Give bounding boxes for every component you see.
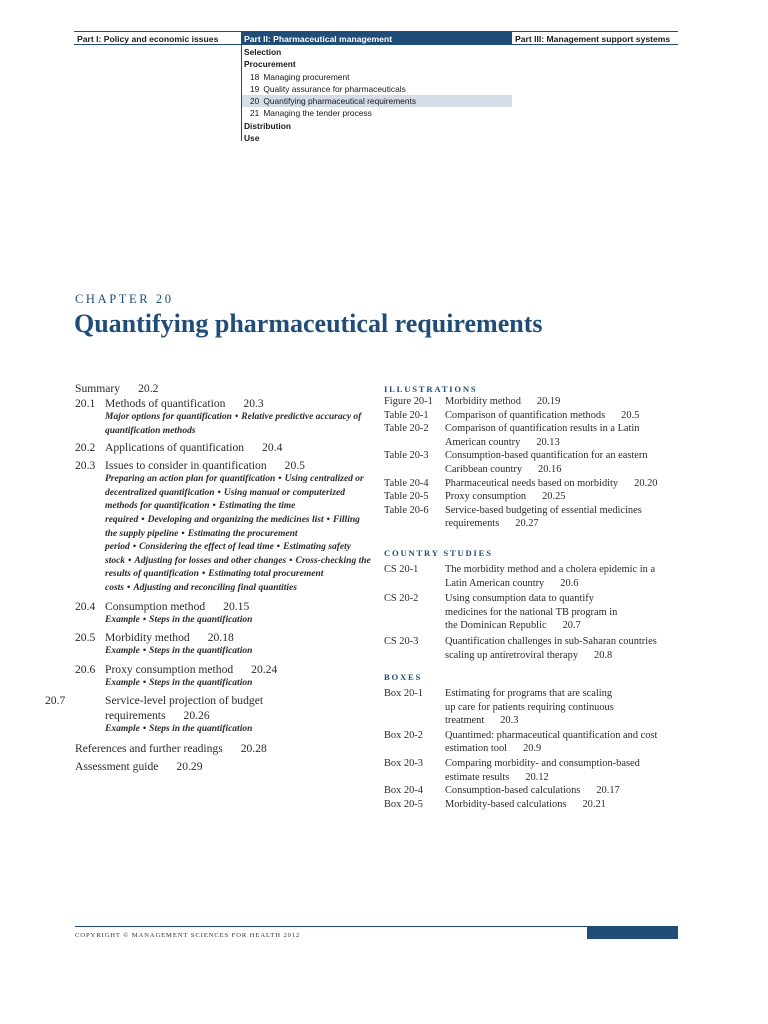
toc-entry [75,662,371,691]
toc-page-number: 20.18 [207,631,234,645]
list-item[interactable] [384,409,684,423]
item-text: Morbidity-based calculations [445,798,567,810]
list-item[interactable] [384,729,684,756]
toc-subtopics [75,473,371,595]
nav-part-2-active[interactable]: Part II: Pharmaceutical management [241,31,512,45]
toc-entry [45,693,371,737]
bullet-separator: • [141,514,145,525]
toc-subtopics [75,645,371,659]
item-page: 20.3 [500,715,519,727]
bullet-separator: • [142,646,147,657]
nav-chapter-21[interactable] [242,107,512,119]
item-text-wrap [445,504,684,531]
item-text: Pharmaceutical needs based on morbidity [445,477,619,489]
toc-entry-title: Morbidity method [105,631,190,645]
list-item[interactable] [384,504,684,531]
toc-entry-heading[interactable] [75,630,371,645]
toc-entry-heading[interactable] [75,759,371,774]
item-text-wrap [445,563,684,590]
item-text: Quantification challenges in sub-Saharan countries scaling up antiretroviral therapy [445,635,657,661]
toc-section-number: 20.2 [75,441,96,455]
toc-entry [75,381,371,396]
toc-subtopic: Using manual or computerized methods for quantification [105,487,345,512]
bullet-separator: • [142,677,147,688]
item-page: 20.8 [594,649,613,661]
nav-section-use[interactable] [242,132,512,144]
item-text-wrap [445,757,684,784]
item-text-wrap [445,635,684,662]
item-text: Quantimed: pharmaceutical quantification and cost estimation tool [445,729,658,755]
item-text: Comparing morbidity- and consumption-based estimate results [445,757,640,783]
toc-subtopic: Major options for quantification [105,412,232,422]
item-label: Box 20-5 [384,798,423,810]
toc-entry-heading[interactable] [75,741,371,756]
nav-section-distribution[interactable] [242,120,512,132]
list-item[interactable] [384,757,684,784]
nav-section-list [242,46,512,144]
toc-page-number: 20.4 [262,441,283,455]
item-page: 20.6 [560,577,579,589]
toc-subtopic: Estimating safety stock [105,542,351,566]
toc-subtopic: Steps in the quantification [149,677,253,688]
toc-entry [75,458,371,595]
bullet-separator: • [142,724,147,735]
toc-page-number: 20.3 [243,397,264,410]
toc-subtopic: Considering the effect of lead time [139,542,274,553]
illustrations-section [384,383,684,531]
item-page: 20.27 [515,518,539,530]
part-navigation [74,31,678,143]
item-text-wrap [445,687,684,728]
bullet-separator: • [181,528,185,539]
item-label: CS 20-2 [384,593,419,605]
toc-section-number: 20.7 [45,694,66,708]
toc-entry-heading[interactable] [45,693,325,723]
toc-entry [75,630,371,659]
toc-subtopic: Estimating the time required [105,501,296,525]
section-heading: ILLUSTRATIONS [384,384,478,394]
toc-entry [75,440,371,455]
item-text-wrap [445,784,684,798]
nav-section-label: Selection [244,47,282,57]
toc-subtopic: Example [105,614,140,625]
nav-chapter-number: 21 [250,108,260,119]
item-text: Service-based budgeting of essential medicines requirements [445,504,642,530]
toc-subtopics [75,411,371,438]
item-text-wrap [445,592,684,633]
bullet-separator: • [212,501,216,512]
toc-subtopic: Filling the supply pipeline [105,514,360,539]
bullet-separator: • [326,514,330,525]
nav-chapter-18[interactable] [242,71,512,83]
toc-section-number: 20.4 [75,599,96,613]
chapter-label: CHAPTER 20 [75,292,174,306]
item-label: Table 20-5 [384,491,429,503]
item-text: The morbidity method and a cholera epidemic in a Latin American country [445,564,656,589]
item-text: Using consumption data to quantify medicines for the national TB program in the Dominican Republic [445,593,618,632]
toc-entry-heading[interactable] [75,396,371,411]
list-item[interactable] [384,563,684,590]
nav-chapter-label: Quality assurance for pharmaceuticals [263,83,406,94]
section-heading: COUNTRY STUDIES [384,548,493,558]
toc-entry-title: Consumption method [105,599,206,613]
toc-entry-title: Service-level projection of budget requirements [105,694,264,723]
item-page: 20.19 [536,396,561,407]
item-text: Consumption-based quantification for an eastern Caribbean country [445,450,648,475]
list-item[interactable] [384,635,684,662]
item-label: CS 20-3 [384,635,419,647]
item-text: Morbidity method [445,396,521,407]
toc-entry-title: Proxy consumption method [105,662,234,676]
list-item[interactable] [384,395,684,409]
item-page: 20.21 [582,798,606,810]
item-text-wrap [445,409,684,423]
bullet-separator: • [142,614,147,625]
toc-page-number: 20.5 [284,459,305,473]
toc-subtopic: Steps in the quantification [149,646,253,657]
list-item[interactable] [384,490,684,504]
list-item[interactable] [384,449,684,476]
item-page: 20.25 [542,491,566,503]
toc-entry [75,396,371,438]
list-item[interactable] [384,592,684,633]
list-item[interactable] [384,687,684,728]
toc-section-number: 20.3 [75,459,96,473]
nav-chapter-19[interactable] [242,83,512,95]
toc-subtopic: Preparing an action plan for quantification [105,474,276,485]
item-label: Table 20-1 [384,409,429,421]
item-text-wrap [445,490,684,504]
item-text-wrap [445,798,684,812]
item-text-wrap [445,729,684,756]
item-page: 20.16 [538,463,562,475]
toc-page-number: 20.24 [251,662,278,676]
toc-entry-heading[interactable] [75,662,371,677]
item-label: Table 20-4 [384,477,429,489]
nav-section-label: Use [244,133,260,144]
item-text: Estimating for programs that are scaling up care for patients requiring continuous treatment [445,688,614,727]
toc-section-number: 20.6 [75,662,96,676]
boxes-section [384,671,684,811]
toc-section-number: 20.1 [75,397,96,410]
item-text-wrap [445,422,684,449]
item-label: Box 20-4 [384,785,423,797]
toc-entry-heading[interactable] [75,440,371,455]
bullet-separator: • [278,474,282,485]
toc-subtopic: Adjusting for losses and other changes [134,555,287,566]
bullet-separator: • [201,569,206,580]
toc-entry-title: Summary [75,382,121,395]
nav-part-3[interactable]: Part III: Management support systems [512,31,678,45]
toc-entry-heading[interactable] [75,458,371,473]
nav-section-label: Procurement [244,59,296,70]
toc-entry-heading[interactable] [75,381,371,396]
nav-chapter-number: 18 [250,71,260,82]
item-label: Table 20-2 [384,423,429,435]
bullet-separator: • [289,555,293,566]
toc-entry [75,741,371,756]
item-label: Box 20-2 [384,729,423,741]
toc-page-number: 20.2 [138,382,159,395]
toc-page-number: 20.26 [183,709,210,723]
toc-section-number: 20.5 [75,631,96,645]
toc-page-number: 20.29 [176,759,203,773]
item-text: Proxy consumption [445,491,527,503]
chapter-title: Quantifying pharmaceutical requirements [74,309,543,338]
country-studies-section [384,547,684,662]
bullet-separator: • [132,542,137,553]
list-item[interactable] [384,422,684,449]
nav-chapter-number: 19 [250,83,260,94]
item-page: 20.13 [536,436,560,448]
list-item[interactable] [384,784,684,798]
toc-subtopics [75,723,371,737]
toc-subtopic: Developing and organizing the medicines list [147,514,324,525]
toc-entry [75,759,371,774]
item-label: Table 20-6 [384,504,429,516]
toc-subtopic: Cross-checking the results of quantification [105,555,371,580]
toc-entry [75,599,371,628]
toc-subtopic: Steps in the quantification [149,614,253,625]
nav-section-label: Distribution [244,120,291,131]
bullet-separator: • [276,542,281,553]
toc-subtopic: Steps in the quantification [149,724,253,735]
nav-section-procurement[interactable] [242,58,512,70]
toc-entry-title: Issues to consider in quantification [105,459,267,473]
item-page: 20.9 [523,743,542,755]
toc-subtopic: Estimating the procurement period [105,528,298,553]
toc-entry-heading[interactable] [75,599,371,614]
bullet-separator: • [234,412,239,422]
item-text: Comparison of quantification results in a Latin American country [445,423,640,448]
table-of-contents [45,381,371,774]
item-page: 20.17 [596,785,620,797]
footer-accent-bar [587,926,678,939]
list-item[interactable] [384,477,684,491]
item-text: Consumption-based calculations [445,785,581,797]
bullet-separator: • [128,555,132,566]
toc-page-number: 20.15 [223,599,250,613]
nav-chapter-label: Quantifying pharmaceutical requirements [263,96,417,107]
item-label: Table 20-3 [384,450,429,462]
toc-subtopic: Adjusting and reconciling final quantities [133,582,297,593]
nav-chapter-label: Managing the tender process [263,108,372,119]
item-page: 20.12 [525,771,549,783]
item-text-wrap [445,395,684,409]
item-label: Box 20-3 [384,757,423,769]
nav-chapter-20-current[interactable] [242,95,512,107]
item-page: 20.20 [634,477,658,489]
toc-entry-title: Assessment guide [75,759,159,773]
bullet-separator: • [217,487,221,498]
item-page: 20.7 [562,620,581,632]
nav-section-selection[interactable] [242,46,512,58]
nav-chapter-number: 20 [250,96,260,107]
toc-subtopic: Example [105,677,140,688]
item-label: Figure 20-1 [384,396,433,407]
toc-subtopic: Example [105,724,140,735]
item-label: Box 20-1 [384,688,423,699]
toc-page-number: 20.28 [240,741,267,755]
section-heading: BOXES [384,672,423,682]
item-label: CS 20-1 [384,564,419,575]
toc-subtopics [75,614,371,628]
item-page: 20.5 [621,409,640,421]
list-item[interactable] [384,798,684,812]
toc-entry-title: Applications of quantification [105,441,245,455]
toc-subtopics [75,677,371,691]
toc-subtopic: Example [105,646,140,657]
toc-subtopic: Relative predictive accuracy of quantification methods [105,412,362,436]
nav-part-1[interactable]: Part I: Policy and economic issues [74,31,241,45]
toc-subtopic: Using centralized or decentralized quantification [105,474,364,498]
toc-subtopic: Estimating total procurement costs [105,569,324,593]
item-text: Comparison of quantification methods [445,409,606,421]
footer-copyright: COPYRIGHT © MANAGEMENT SCIENCES FOR HEALTH 2012 [75,932,301,939]
toc-entry-title: Methods of quantification [105,397,226,410]
nav-chapter-label: Managing procurement [263,71,350,82]
item-text-wrap [445,477,684,491]
bullet-separator: • [127,582,131,593]
toc-entry-title: References and further readings [75,741,223,755]
item-text-wrap [445,449,684,476]
